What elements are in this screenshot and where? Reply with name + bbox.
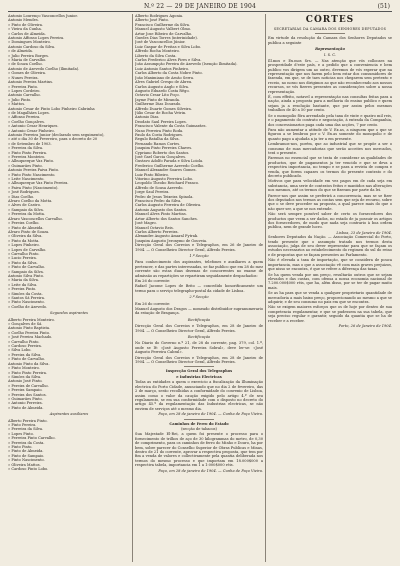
name-entry: Alfredo Duarte Gomes Silveira. xyxy=(135,106,192,111)
name-entry: Jayme Pinto de Miranda. xyxy=(135,97,181,102)
column-2 xyxy=(135,14,263,562)
name-entry: » José Rodrigues. xyxy=(8,190,40,195)
name-entry: » Antonio Cesar Pinheiro. xyxy=(8,128,55,133)
name-entry: » Lopes Cordeiro. xyxy=(8,88,41,93)
name-entry: Antonio Cesar de Pinto Lobo Pinheiro Cabrinha xyxy=(8,106,95,111)
name-entry: Júlio Cesar de Rocha Vetrin. xyxy=(135,110,187,115)
name-entry: » Gonçalves de Sá. xyxy=(8,322,43,327)
paragraph: Em 26 do corrente: xyxy=(135,278,171,283)
name-entry: » Oliveira Mattos. xyxy=(8,462,41,467)
name-list xyxy=(135,14,263,243)
name-entry: Antonio Augusto dos Santos. xyxy=(135,207,188,212)
name-entry: » de Almeida. xyxy=(8,49,33,54)
name-entry: » Ferreira Monteiro. xyxy=(8,155,46,159)
name-entry: » Ferreira Pinto. xyxy=(8,84,39,89)
name-list xyxy=(8,14,130,309)
name-entry: » Antonio Ferreira. xyxy=(8,401,43,406)
paragraph: Parece-nos que assim se preferirá a concorrencia, mas se se fizer dos deputados nos termos as contas sem que seja de recurso, sobre que o se deve proceder na proposta, a qual parece mais do que o não quer ser, a que se nos entende. xyxy=(268,193,392,211)
name-entry: Octavio Cesar Lito Poço. xyxy=(135,93,180,98)
paragraph: Para conhecimento dos aspirantes, telefones e auxiliares a quem pertencer, e das partes interessadas, se faz publico que em 28 do mez corrente são estas duas dezenas de concorrentes no exame de admissão as repartições se repartiram seguidamente despachados: xyxy=(135,260,263,278)
name-entry: Pedro de Jesus Teixeira Spinola. xyxy=(135,194,194,199)
name-entry: Antonio Pinto Baptista. xyxy=(8,326,51,331)
name-entry: Francisco Pedro da Silva. xyxy=(135,199,182,204)
name-entry: » Oliveira da Silva. xyxy=(8,234,43,239)
column-divider xyxy=(265,14,266,562)
name-entry: Alberto Pereira Pinto. xyxy=(8,418,48,423)
paragraph: Faremos no essencial que se trata de considerar as qualidades de productos, que de pagamentos ja ter vencido e que se deva a respectiva importancia, no tempo e se para a revista de compra e venda, que forem capazes os termos do presente contrato e do decreto publicado. xyxy=(268,156,392,178)
name-entry: Cypriano Roberto dos Santos. xyxy=(135,150,190,155)
name-entry: » Lopes de Carvalho. xyxy=(8,247,47,252)
name-entry: Frederico Guilherme Azevedo Coelho. xyxy=(135,163,205,168)
name-entry: » Pereira da Silva. xyxy=(8,352,42,357)
name-entry: José de Vasconcellos Júnior. xyxy=(135,40,186,45)
name-entry: Deodato Saul Pereira Lopes. xyxy=(135,119,187,124)
name-entry: Antonio José Pinto. xyxy=(8,379,43,384)
paragraph: Rafael Jacome Lopes de Brito — concedido honorificamente um termo para o serviço telegrapho-postal da cidade de Lisboa. xyxy=(135,284,263,293)
name-entry: Jorge Saul Pereira. xyxy=(135,190,170,195)
name-entry: » Pinto da Motta. xyxy=(8,238,40,243)
name-entry: Antonio Lourenço Vasconcellos Junior. xyxy=(8,14,78,18)
name-entry: » Guimarães Pinto. xyxy=(8,163,43,168)
name-entry: Liberto da Silva Costa. xyxy=(135,53,177,58)
paragraph: No Diario do Governo n.º 21, de 28 do corrente, pag. 379, col. 1.ª, onde se lê: «José Augusto Ferreira Sobral», deve ler-se: «José Augusto Ferreira Cabral». xyxy=(135,341,263,355)
name-entry: » Affonso Pereira. xyxy=(8,115,41,120)
name-entry: Artur Alberto dos Santos Sanches. xyxy=(135,216,198,221)
name-entry: Augusto Eduardo Costa Rêgo. xyxy=(135,88,190,93)
issue-title: N.º 22 — 29 DE JANEIRO DE 1904 xyxy=(143,3,257,10)
name-entry: » Pereira Sampaio. xyxy=(8,388,43,393)
name-entry: » Ferreira da Motta. xyxy=(8,212,46,217)
name-entry: » Pinto Pinto Pereira. xyxy=(8,150,47,155)
section-subtitle: (secção de tabacos) xyxy=(181,426,217,431)
paragraph: Ill.mos e Ex.mos Srs. — Nas atenção que vós collocaes na prosperidade d'este país, e a pedido que a conveniencia e bem publico vos dirigem um ao outro, devemos de vós esperar que na representação que nos fazem pelo bem estar dos consumidores de fazenda, em que, se de taes noticias nos chegarem sem pretexto e receio, no nosso nos dirigimos ao que não reconhecendo aos nossos recursos, se vós fizeres presentes as considerações sobre a nossa representação. xyxy=(268,58,392,94)
name-entry: Antonio de Azevedo Coelho (Ilimitada). xyxy=(8,66,80,71)
name-entry: » Maria de Carvalho. xyxy=(8,58,47,63)
name-entry: Luiz Pinto Ribeiro. xyxy=(135,172,169,177)
section-heading: Aspirantes auxiliares xyxy=(49,412,89,417)
name-entry: Alfredo de Sousa Azevedo. xyxy=(135,185,184,190)
name-list xyxy=(8,419,130,472)
name-entry: Antonio Pereira Martins. xyxy=(8,80,54,85)
name-entry: » Silva Lobo. xyxy=(8,348,32,353)
name-entry: » Pereira de Carvalho. xyxy=(8,383,49,388)
name-entry: » Lopes Pinheiro. xyxy=(8,243,40,248)
signature-line: Paço, em 28 de janeiro de 1904. — Cunha de Paço Vieira. xyxy=(158,468,263,473)
name-entry: Alexandre Augusto Amaral Fytrak. xyxy=(135,234,199,239)
name-entry: » Dias Coelho. xyxy=(8,194,35,199)
name-entry: » Pinto Monteiro. xyxy=(8,366,40,371)
name-entry: » Leite da Silva. xyxy=(8,282,38,287)
name-entry: » Lopes Pinto. xyxy=(8,431,34,436)
name-entry: » Lucio Pereira. xyxy=(8,256,37,261)
name-entry: Manuel Alves Pinto Martins. xyxy=(135,212,187,217)
name-entry: » Pinto Nascimento. xyxy=(8,300,45,305)
name-entry: » Julio Pinto. xyxy=(8,97,32,102)
paragraph: Motivos que para velocidade em vez pagos em de cada seja em substancia, uma serie de contratos feitos e mantidos nas alterações nos mesmos, até os termos do que se fizeram por parte da lei. xyxy=(268,179,392,193)
section-heading: 2.ª Secção xyxy=(189,295,209,300)
paragraph: Em 26 do corrente: xyxy=(135,301,171,306)
name-entry: » Carlos de Almeida. xyxy=(8,31,46,36)
name-entry: » de Setembro de 1903. xyxy=(8,141,52,146)
name-entry: » Simões da Silva. xyxy=(8,374,42,379)
name-entry: Antonio Pinto da Silva. xyxy=(8,361,50,366)
name-entry: » Nunes Pereira. xyxy=(8,75,39,80)
name-entry: Carlos Augusto Ferreira de Oliveira. xyxy=(135,203,202,208)
name-entry: Antonio Affonso Lopes Pereira. xyxy=(8,36,65,41)
name-entry: » Sampaio da Silva. xyxy=(8,269,44,274)
section-heading: Representação xyxy=(315,47,345,52)
paragraph: Em virtude da resolução da Camara dos Senhores Deputados se publica a seguinte xyxy=(268,36,392,45)
name-entry: » Pinto de Sampaio. xyxy=(8,453,45,458)
paragraph: Direcção Geral dos Correios e Telegraphos, em 28 de Janeiro de 1904. — O Conselheiro Director Geral, Alfredo Pereira. xyxy=(135,324,263,333)
name-entry: » Ferreira da Costa. xyxy=(8,440,45,445)
name-entry: Guilherme Dias Dourado. xyxy=(135,102,182,107)
name-entry: » Albuquerque Vaz Pinto Pereira. xyxy=(8,181,69,186)
name-entry: » Simões da Costa. xyxy=(8,291,43,296)
name-entry: » Coelho Pereira Pinto. xyxy=(8,330,51,335)
name-entry: Francisco Guilherme da Silva. xyxy=(135,22,190,27)
name-entry: » Pinto Pinto Nascimento. xyxy=(8,172,56,177)
paragraph: Senhores Deputados da Nação. — Associação Comercial do Porto, tendo presente que o assumpto tratado nos termos desta associação, julga de seu dever representar para que se façam os estudos necessarios ao estabelecimento do regimen do sul do reino e de propostas que se façam presentes ao Parlamento. xyxy=(268,235,392,257)
name-entry: Regulo Batalha da Silva. xyxy=(135,137,180,142)
paragraph: Não é elevada a taxa de importação, que se considera de pouca importancia, mas o que a associação vê com mais graves prejuizos, que nisso se encontra, é que se refere a diferença das taxas. xyxy=(268,258,392,272)
name-entry: » Mattos. xyxy=(8,102,26,107)
name-entry: » José Pereira Machado. xyxy=(8,335,53,340)
name-entry: Antonio Dias. xyxy=(135,115,160,120)
name-entry: » Santos Sá Pereira. xyxy=(8,296,45,300)
name-entry: » de Souza Coelho. xyxy=(8,62,43,67)
name-entry: » Pinto de Oliveira. xyxy=(8,22,44,27)
name-entry: João Assumpção Pereira de Azevedo (Isenção Ilimitada). xyxy=(135,62,238,67)
name-entry: Antonio Carvalho. xyxy=(8,93,41,98)
name-entry: Alberto José Pinto. xyxy=(135,18,169,23)
name-entry: » Pinto Pinto. xyxy=(8,445,33,449)
name-entry: » de Magalhães Lopes. xyxy=(8,110,50,115)
name-entry: » Coelho de Azevedo. xyxy=(8,304,48,309)
name-entry: » Ferreira da Silva. xyxy=(8,427,44,432)
column-3 xyxy=(268,14,392,562)
section-rule xyxy=(315,33,345,34)
name-entry: » Pinto Nascimento. xyxy=(8,458,45,463)
name-entry: Alves Gabriel Crespo de Abreu. xyxy=(135,80,193,85)
name-entry: » Guimarães Pinto. xyxy=(8,396,43,401)
name-entry: Carlos Augusto Anglo e Silva. xyxy=(135,84,190,89)
name-entry: Alvaro Coelho da Motta. xyxy=(8,199,53,204)
paragraph: Manuel Augusto dos Dragos — nomeado distribuidor supranumerario da estação de Bragança. xyxy=(135,307,263,316)
name-entry: » Pinto Pereira. xyxy=(8,422,37,427)
name-entry: Carlos Alberto da Costa Nobre Pinto. xyxy=(135,71,203,76)
paragraph: Se as ha para que se venda a qualquer proprietario quantidade de mercadoria a mais baixo preço, proporcionando ao mesmo a que se adquirir, e de seu consumo no paiz em que se encontra. xyxy=(268,291,392,304)
section-title: Inspecção Geral dos Telegraphos xyxy=(165,369,233,374)
name-entry: Antonio Ferreira Junior (declarado sem seguimento), xyxy=(8,132,105,137)
paragraph: Não será sempre possível saber de certo os fornecedores dos productos que veem a ser dados, no estado de ja possuir os artigos dos fornecedores, de modo que nada seja contrario à boa ordem publica, nem de grande lucro. xyxy=(268,212,392,230)
name-entry: » Pinto de Almeida. xyxy=(8,225,44,230)
name-entry: Luiz Antonio Santos Pinheiro. xyxy=(135,66,190,71)
name-entry: Fernando Ramos Cortes. xyxy=(135,141,181,146)
name-entry: » Leite Nascimento. xyxy=(8,177,45,182)
name-entry: Manuel Augusto Valbert Olmo. xyxy=(135,27,192,32)
name-entry: » Paiva Pinto (Nascimento). xyxy=(8,185,59,190)
page-header xyxy=(8,2,392,11)
name-entry: Antonio Silva Pinto. xyxy=(8,273,44,278)
name-entry: Guedes Dias Torres (interinidade). xyxy=(135,36,198,41)
page-number: (51) xyxy=(377,3,390,10)
name-entry: » Cardoso Pinto Lobo. xyxy=(8,467,49,472)
name-entry: » Domingues Monteiro. xyxy=(8,40,51,45)
name-entry: Luiz Gaspar de Freitas e Silva Lobo. xyxy=(135,44,202,49)
paragraph: Todas as entidades a quem o exercicio a fiscalização da Illuminação electrica do Porto Cidade, anunciando que no dia 2 de fevereiro, das 2 de março, serão recolhidas a conformidade do convenio de Lisboa, assim como o valor da caução exigido pelo artigo 4.º de seu regulamento, se em sua conformidade com o disposto no decreto do artigo 45.º da regulamentação das Industrias electricas, se não enviem de serviços até o mesmo dia. xyxy=(135,380,263,411)
name-entry: Gustavo Adolfo Parada e Silva Loiola. xyxy=(135,159,204,164)
name-entry: Carlos Frederico Alves Pires e Silva. xyxy=(135,58,202,63)
name-entry: Alberto Rodrigues Agonia. xyxy=(135,14,184,18)
name-entry: Alvaro Pinto de Souza. xyxy=(8,229,50,234)
name-entry: » Pinto de Carvalho. xyxy=(8,265,46,270)
column-divider xyxy=(132,14,133,562)
name-entry: » Pinto Pinto Pereira. xyxy=(8,370,47,375)
name-entry: Joaquim Augusto Jeronymo de Gouveia. xyxy=(135,238,208,243)
section-heading: Rectificação xyxy=(187,317,211,322)
name-entry: Joaquim Pinto Ferreira Chaves. xyxy=(135,146,193,151)
name-entry: » Cardoso Pereira. xyxy=(8,344,42,349)
section-rule xyxy=(184,366,214,367)
name-entry: Francisco Valente da Costa Guimarães. xyxy=(135,124,207,129)
name-entry: » Pereira Coelho. xyxy=(8,221,40,226)
name-entry: » Pinto de Carvalho. xyxy=(8,357,46,362)
paragraph: Sua Majestade El-Rei, a quem foi presente o processo para o fornecimento de trilhos de aço de 30 kilogrammas do metro, de 0,30 de comprimento, para os caminhos de ferro do Minho e Douro, ha por bem, sobre parecer do Conselho Superior de Obras Publicas e Minas, dentro de 21 do corrente, aprovar a respectiva proposta, que tem por fim a venda de valores e collectivamente pela quantia deliberada nos termos do mesmo processo e que importam em 18.000$000 a respectiva tabela, importancia em 1 a 1:000$000 réis. xyxy=(135,432,263,468)
paragraph: É, com effeito, notavel a representação nas consultas feitas para a nação, ainda a proposta para a melhoria do ensino publico e quem sejam ja a resolução bastante, que por assim pelos mesmos trabalhos de 40 a 50 por cento. xyxy=(268,95,392,113)
name-entry: Alfredo Rocha Monteiro. xyxy=(135,49,180,54)
name-entry: Manuel Octavio Reis. xyxy=(135,225,174,230)
name-entry: Paulo da Costa Rodrigues. xyxy=(135,132,184,137)
name-entry: » Pinto da Silva. xyxy=(8,260,38,265)
name-entry: Antonio Mendes. xyxy=(8,18,39,23)
name-entry: » Alves de Castro. xyxy=(8,203,41,208)
name-entry: » Albuquerque Vaz Pinto. xyxy=(8,159,55,164)
section-caption: SECRETARIAS DA CAMARA DOS SENHORES DEPUTADOS xyxy=(273,27,387,31)
name-entry: » Pereira dos Santos. xyxy=(8,392,47,397)
section-masthead: CÔRTES xyxy=(305,15,355,25)
name-entry: Manuel Alexandre Soares Gomes. xyxy=(135,168,197,173)
signature-line: Lisboa, 23 de Janeiro de 1904. xyxy=(336,230,392,235)
name-entry: Artur Jose Ribeiro de Carvalho. xyxy=(135,31,193,36)
name-entry: » Coelho Gonçalves. xyxy=(8,119,45,124)
name-entry: » Gomes de Oliveira. xyxy=(8,71,47,76)
name-entry: Carlos Alberto Ferreira. xyxy=(135,229,179,234)
paragraph: Direcção Geral dos Correios e Telegraphos, em 26 de Janeiro de 1904. — O Conselheiro Director Geral, Alfredo Pereira. xyxy=(135,243,263,252)
name-entry: José Magro. xyxy=(135,221,157,226)
paragraph: Para não aumentar a atitude de V. Ex.as, a ninguem que o que se figurou a se lembrou por o V. Ex.as somente do monopolio e de quanto pago a ajudada a ja ter a em presente. xyxy=(268,127,392,141)
name-entry: Leopoldo Theobo Reichard Franco. xyxy=(135,181,200,186)
name-entry: » Carvalho Pinto. xyxy=(8,339,40,344)
paragraph: Não se exigem maiores esforços que os de hoje por dentro de sua competencia regulamentar, e que se pudessem na sua tabela, que seja preciso regular e garantir, seguido da quantia que se ha de receber e a receber. xyxy=(268,305,392,323)
section-title: Caminhos de Ferro do Estado xyxy=(169,421,229,426)
name-entry: » até o dia 30 de Fevereiro, para o decreto de 20 xyxy=(8,137,98,142)
name-entry: » Ferreira da Silva. xyxy=(8,146,44,151)
section-heading: Segundos aspirantes xyxy=(50,311,88,316)
name-entry: » Pinto de Almeida. xyxy=(8,405,44,410)
name-entry: Vitorino Augusto Ferreira Lobo. xyxy=(135,177,194,182)
name-entry: » Vieira da Cunha. xyxy=(8,27,42,32)
paragraph: Se ha quem venda por um preço, resultarão outros que se sejam elevados e das custas, com ofensa a nossa economia nacional de 7.200.000$000 réis, que ha, além disso, por se ter de pagar muito mais. xyxy=(268,272,392,290)
name-entry: » Sampaio da Silva. xyxy=(8,207,44,212)
name-entry: Antonio Cardoso da Silva. xyxy=(8,44,56,49)
section-heading: 1.ª Secção xyxy=(189,253,209,258)
name-entry: » Pinto de Almeida. xyxy=(8,449,44,454)
signature-line: Paço, em 28 de janeiro de 1904. — Cunha de Paço Vieira. xyxy=(158,412,263,417)
section-title: e Industrias Electricas xyxy=(176,374,222,379)
paragraph: Se o monopolio fôra arrendado pela taxa de vinte e quatro mil reis, e o pagamento do contrato e negociação, à entrada da Companhia, dos concessionarios paga cada uma das acções, 7 por cento. xyxy=(268,113,392,127)
name-entry: Nuno Ferreira Pinto Roda. xyxy=(135,128,184,133)
paragraph: Lembramos-nos, porém, que ao industrial que se propõe a ser o consumo de suas mercadorias que serão acceites nos mercados, terá o presente. xyxy=(268,142,392,155)
signature-line: Porto, 26 de Janeiro de 1904. xyxy=(338,323,392,328)
section-rule xyxy=(184,419,214,420)
header-rule xyxy=(8,11,392,12)
name-entry: » Ferreira Pinto Carvalho. xyxy=(8,436,56,441)
name-list xyxy=(8,318,130,411)
name-entry: » Maria da Silva. xyxy=(8,278,39,283)
name-entry: Antonio Pereira Paiva Pinto. xyxy=(8,168,60,173)
name-entry: José Gael Garcia Gonçalves. xyxy=(135,155,187,159)
name-entry: João Maximiano de Aroão Serra. xyxy=(135,75,195,80)
name-entry: » Julio Pereira Borges. xyxy=(8,53,50,58)
section-heading: Rectificação xyxy=(187,335,211,340)
name-entry: Alberto Pereira Monteiro. xyxy=(8,317,55,322)
name-entry: » Pereira Pinto. xyxy=(8,287,37,292)
name-entry: Alvaro Vasconcellos Carvalho. xyxy=(8,216,63,221)
paragraph: Direcção Geral dos Correios e Telegraphos, em 28 de Janeiro de 1904. — O Conselheiro Director Geral, Alfredo Pereira. xyxy=(135,355,263,365)
name-entry: » Antonio Cesar Henriques. xyxy=(8,124,59,129)
section-subtitle: I. S. C. xyxy=(323,53,337,58)
name-entry: » Carvalho Pinto. xyxy=(8,251,40,256)
column-1 xyxy=(8,14,130,562)
